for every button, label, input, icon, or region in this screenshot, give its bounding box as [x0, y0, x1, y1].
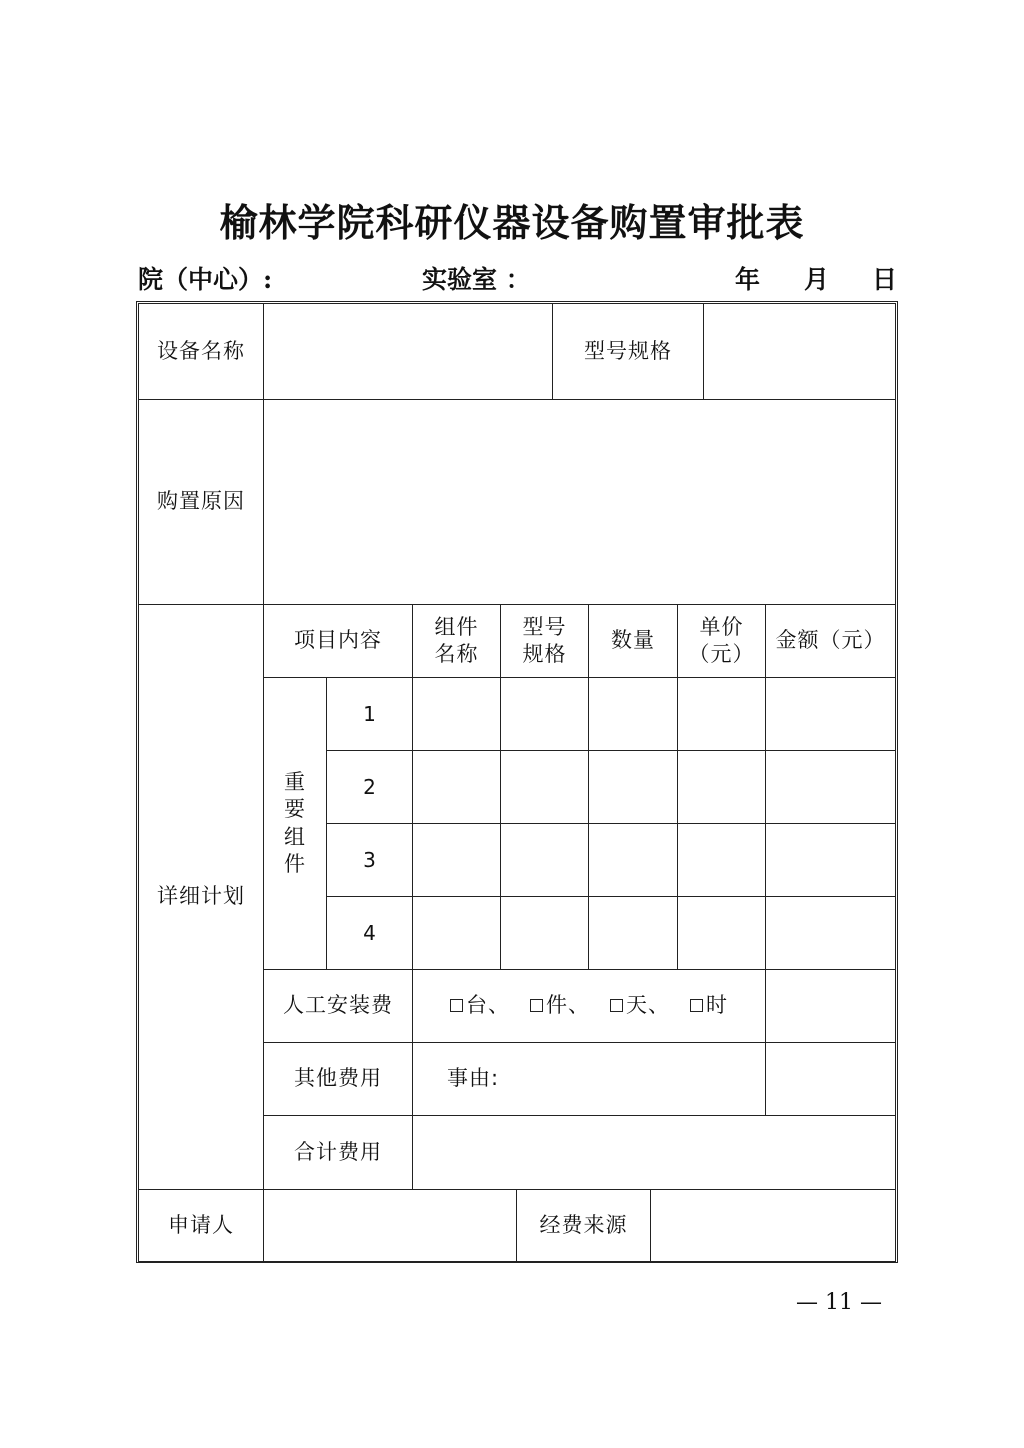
- unit-price-cell[interactable]: [677, 750, 766, 824]
- device-name-field[interactable]: [263, 303, 553, 400]
- component-name-header: [412, 604, 501, 678]
- purchase-reason-label: 购置原因: [138, 399, 264, 605]
- quantity-cell[interactable]: [588, 896, 678, 970]
- key-components-label: [263, 677, 327, 970]
- funding-source-label: 经费来源: [516, 1189, 651, 1262]
- component-model-header-line2: 规格: [522, 642, 567, 666]
- unit-price-header-line1: 单价: [699, 614, 744, 639]
- component-name-cell[interactable]: [412, 896, 501, 970]
- document-title: 榆林学院科研仪器设备购置审批表: [219, 200, 805, 245]
- quantity-cell[interactable]: [588, 823, 678, 897]
- component-row-number: 3: [326, 823, 413, 897]
- other-costs-reason-field[interactable]: [412, 1042, 766, 1116]
- amount-cell[interactable]: [765, 823, 896, 897]
- component-model-cell[interactable]: [500, 750, 589, 824]
- key-components-char: 要: [284, 797, 306, 822]
- checkbox-icon[interactable]: [610, 999, 623, 1012]
- labor-units-group: [412, 969, 766, 1043]
- amount-cell[interactable]: [765, 677, 896, 751]
- labor-unit-option[interactable]: [610, 993, 670, 1019]
- unit-price-cell[interactable]: [677, 896, 766, 970]
- component-row-number: 2: [326, 750, 413, 824]
- component-name-header-line1: 组件: [434, 614, 479, 639]
- total-costs-label: 合计费用: [263, 1115, 413, 1190]
- component-model-header-line1: 型号: [522, 614, 567, 639]
- unit-price-header-line2: （元）: [688, 642, 755, 666]
- component-name-cell[interactable]: [412, 677, 501, 751]
- component-row-number: 4: [326, 896, 413, 970]
- labor-unit-option[interactable]: [530, 993, 590, 1019]
- checkbox-icon[interactable]: [690, 999, 703, 1012]
- amount-header: 金额（元）: [765, 604, 896, 678]
- labor-unit-label: 台、: [466, 993, 510, 1018]
- labor-unit-option[interactable]: [450, 993, 510, 1019]
- key-components-char: 件: [284, 851, 306, 876]
- labor-unit-label: 时: [706, 993, 728, 1018]
- item-content-header: 项目内容: [263, 604, 413, 678]
- labor-unit-option[interactable]: [690, 993, 728, 1019]
- other-costs-label: 其他费用: [263, 1042, 413, 1116]
- quantity-cell[interactable]: [588, 677, 678, 751]
- other-costs-amount-cell[interactable]: [765, 1042, 896, 1116]
- year-label: 年: [735, 265, 761, 294]
- component-name-cell[interactable]: [412, 750, 501, 824]
- page-number: — 11 —: [796, 1290, 882, 1315]
- key-components-char: 组: [284, 824, 306, 849]
- amount-cell[interactable]: [765, 896, 896, 970]
- labor-unit-label: 天、: [626, 993, 670, 1018]
- model-spec-field[interactable]: [703, 303, 896, 400]
- month-label: 月: [804, 265, 830, 294]
- applicant-label: 申请人: [138, 1189, 264, 1262]
- device-name-label: 设备名称: [138, 303, 264, 400]
- labor-fee-amount-cell[interactable]: [765, 969, 896, 1043]
- funding-source-field[interactable]: [650, 1189, 896, 1262]
- component-name-cell[interactable]: [412, 823, 501, 897]
- unit-price-cell[interactable]: [677, 823, 766, 897]
- checkbox-icon[interactable]: [530, 999, 543, 1012]
- model-spec-label: 型号规格: [552, 303, 704, 400]
- key-components-char: 重: [284, 769, 306, 794]
- day-label: 日: [872, 265, 898, 294]
- component-model-header: [500, 604, 589, 678]
- unit-price-header: [677, 604, 766, 678]
- quantity-header: 数量: [588, 604, 678, 678]
- component-model-cell[interactable]: [500, 823, 589, 897]
- amount-cell[interactable]: [765, 750, 896, 824]
- component-model-cell[interactable]: [500, 677, 589, 751]
- other-costs-reason-label: 事由:: [447, 1066, 500, 1091]
- quantity-cell[interactable]: [588, 750, 678, 824]
- labor-unit-label: 件、: [546, 993, 590, 1018]
- component-name-header-line2: 名称: [434, 642, 479, 666]
- total-costs-field[interactable]: [412, 1115, 896, 1190]
- labor-fee-label: 人工安装费: [263, 969, 413, 1043]
- college-label: 院（中心）:: [138, 265, 273, 294]
- detail-plan-label: 详细计划: [138, 604, 264, 1190]
- component-row-number: 1: [326, 677, 413, 751]
- checkbox-icon[interactable]: [450, 999, 463, 1012]
- applicant-field[interactable]: [263, 1189, 517, 1262]
- component-model-cell[interactable]: [500, 896, 589, 970]
- unit-price-cell[interactable]: [677, 677, 766, 751]
- purchase-reason-field[interactable]: [263, 399, 896, 605]
- lab-label: 实验室 ：: [422, 265, 531, 294]
